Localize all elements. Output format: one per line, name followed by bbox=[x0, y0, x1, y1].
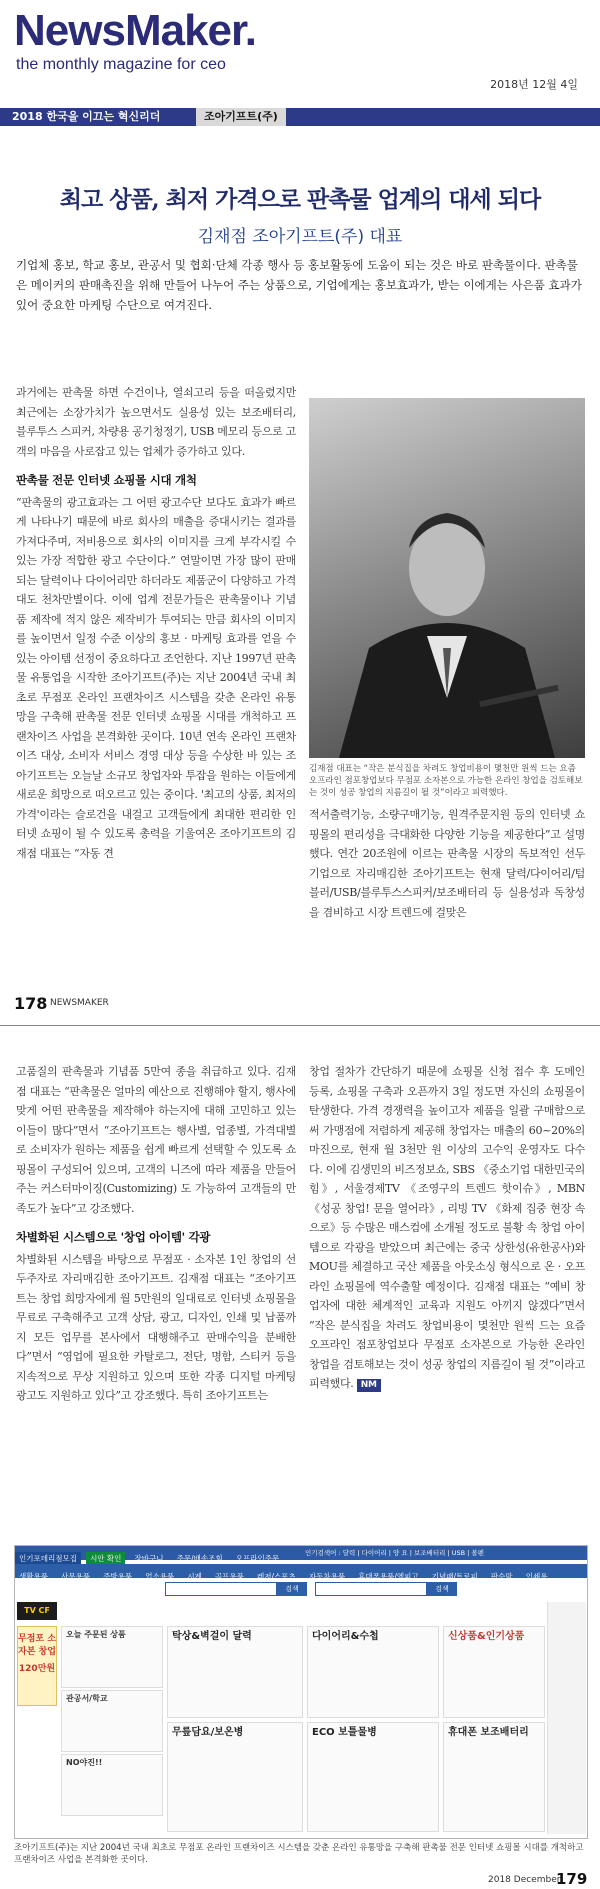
site-top-nav bbox=[15, 1546, 587, 1563]
section-label: 2018 한국을 이끄는 혁신리더 bbox=[12, 110, 161, 123]
issue-date: 2018년 12월 4일 bbox=[490, 78, 578, 91]
search-keywords: 인기검색어 : 달력 | 다이어리 | 양 요 | 보조배터리 | USB | 볼펜 bbox=[305, 1549, 484, 1557]
category-item[interactable]: 사무용품 bbox=[61, 1572, 91, 1581]
category-bar bbox=[15, 1564, 587, 1581]
article-lead: 기업체 홍보, 학교 홍보, 관공서 및 협회·단체 각종 행사 등 홍보활동에 도움이 되는 것은 바로 판촉물이다. 판촉물은 메이커의 판매촉진을 위해 만들어 나누어 주는 상품으로, 기업에게는 홍보효과가, 받는 이에게는 사은품 효과가 있어 중요한 마케팅 수단으로 여겨진다. bbox=[16, 258, 582, 312]
product-tile[interactable] bbox=[167, 1722, 303, 1832]
tile-title: 관공서/학교 bbox=[66, 1694, 108, 1703]
paragraph: 과거에는 판촉물 하면 수건이나, 열쇠고리 등을 떠올렸지만 최근에는 소장가치가 높으면서도 실용성 있는 보조배터리, 블루투스 스피커, 차량용 공기청정기, USB 메모리 등으로 고객의 마음을 사로잡고 있는 업체가 증가하고 있다. bbox=[16, 386, 296, 458]
category-item[interactable]: 인쇄용 bbox=[525, 1572, 548, 1581]
category-item[interactable]: 시계 bbox=[187, 1572, 202, 1581]
paragraph: 적서출력기능, 소량구매기능, 원격주문지원 등의 인터넷 쇼핑몰의 편리성을 극대화한 다양한 기능을 제공한다”고 설명했다. 연간 20조원에 이르는 판촉물 시장의 독보적인 선두기업으로 자리매김한 조아기프트는 현재 달력/다이어리/텀블러/USB/블루투스스피커/보조배터리 등 실용성과 독창성을 겸비하고 시장 트렌드에 걸맞은 bbox=[309, 808, 585, 919]
search-button[interactable]: 검색 bbox=[277, 1582, 307, 1596]
search-input[interactable] bbox=[165, 1582, 277, 1596]
tile-title: 오늘 주문된 상품 bbox=[66, 1630, 126, 1639]
top-tab[interactable]: 오프라인주문 bbox=[235, 1554, 280, 1563]
tile-title: NO야진!! bbox=[66, 1758, 103, 1767]
product-tile[interactable] bbox=[61, 1626, 163, 1688]
code-search-input[interactable] bbox=[315, 1582, 427, 1596]
page1-right-column bbox=[309, 805, 585, 922]
page-number-right: 179 bbox=[556, 1870, 588, 1888]
product-tile[interactable] bbox=[61, 1754, 163, 1816]
subheading: 판촉물 전문 인터넷 쇼핑몰 시대 개척 bbox=[16, 473, 197, 487]
magazine-logo: NewsMaker. bbox=[14, 6, 256, 55]
top-tab[interactable]: 주문/배송조회 bbox=[176, 1554, 223, 1563]
top-tab[interactable]: 인기포데리점모집 bbox=[15, 1552, 81, 1566]
paragraph: 차별화된 시스템을 바탕으로 무점포 · 소자본 1인 창업의 선두주자로 자리매김한 조아기프트. 김재점 대표는 “조아기프트는 창업 희망자에게 월 5만원의 일대료로 인터넷 쇼핑몰을 무료로 구축해주고 고객 상담, 광고, 디자인, 인쇄 및 납품까지 모든 업무를 본사에서 대행해주고 판매수익을 분배한다”면서 “영업에 필요한 카탈로그, 전단, 명함, 스티커 등을 지속적으로 무상 지원하고 있으며 또한 각종 디지털 마케팅 광고도 지원하고 있다”고 강조했다. 특히 조아기프트는 bbox=[16, 1252, 296, 1402]
category-item[interactable]: 업소용품 bbox=[145, 1572, 175, 1581]
category-item[interactable]: 판수막 bbox=[490, 1572, 513, 1581]
tile-title: 신상품&인기상품 bbox=[448, 1631, 525, 1642]
product-tile[interactable] bbox=[443, 1722, 545, 1832]
photo-caption: 김재점 대표는 “작은 분식집을 차려도 창업비용이 몇천만 원씩 드는 요즘 오프라인 점포창업보다 무점포 소자본으로 가능한 온라인 창업을 검토해보는 것이 성공 창업의 지름길이 될 것”이라고 피력했다. bbox=[309, 764, 583, 798]
tile-title: 휴대폰 보조배터리 bbox=[448, 1727, 529, 1738]
startup-label: 무점포 소자본 창업 bbox=[18, 1634, 56, 1657]
page-divider bbox=[0, 1025, 600, 1026]
tvcf-badge[interactable]: TV CF bbox=[17, 1602, 57, 1620]
category-item[interactable]: 주방용품 bbox=[103, 1572, 133, 1581]
page2-right-column bbox=[309, 1062, 585, 1394]
product-tile[interactable] bbox=[307, 1722, 439, 1832]
startup-price: 120만원 bbox=[18, 1664, 56, 1674]
banner-caption: 조아기프트(주)는 지난 2004년 국내 최초로 무점포 온라인 프랜차이즈 시스템을 갖춘 온라인 유통망을 구축해 판촉물 전문 인터넷 쇼핑몰 시대를 개척하고 프랜차이즈 사업을 본격화한 곳이다. bbox=[14, 1843, 584, 1865]
product-tile[interactable] bbox=[307, 1626, 439, 1718]
article-title: 최고 상품, 최저 가격으로 판촉물 업계의 대세 되다 bbox=[59, 186, 541, 213]
right-rail bbox=[547, 1602, 586, 1834]
page-right-label: 2018 December bbox=[488, 1875, 561, 1885]
tile-title: 탁상&벽걸이 달력 bbox=[172, 1631, 252, 1642]
category-item[interactable]: 골프용품 bbox=[214, 1572, 244, 1581]
product-tile[interactable] bbox=[443, 1626, 545, 1718]
website-screenshot bbox=[14, 1545, 588, 1839]
category-item[interactable]: 생활용품 bbox=[19, 1572, 48, 1581]
page-brand: NEWSMAKER bbox=[50, 998, 109, 1008]
page2-left-column bbox=[16, 1062, 296, 1406]
page1-left-column bbox=[16, 383, 296, 863]
product-tile[interactable] bbox=[167, 1626, 303, 1718]
tile-title: ECO 보틀물병 bbox=[312, 1727, 377, 1738]
nm-badge: NM bbox=[357, 1379, 381, 1392]
top-tab[interactable]: 시안 확인 bbox=[86, 1552, 125, 1566]
category-item[interactable]: 자동차용품 bbox=[308, 1572, 346, 1581]
page-number-left: 178 bbox=[14, 994, 48, 1013]
category-item[interactable]: 기념패/트로피 bbox=[431, 1572, 478, 1581]
paragraph: 고품질의 판촉물과 기념품 5만여 종을 취급하고 있다. 김재점 대표는 “판촉물은 얼마의 예산으로 진행해야 할지, 행사에 맞게 어떤 판촉물을 제작해야 하는지에 대해 고민하고 있는 이들이 많다”면서 “조아기프트는 행사별, 업종별, 가격대별로 소비자가 원하는 제품을 쉽게 빠르게 선택할 수 있도록 쇼핑몰이 구성되어 있으며, 고객의 니즈에 따라 제품을 만들어주는 커스터마이징(Customizing) 도 가능하여 고객들의 만족도가 높다”고 강조했다. bbox=[16, 1065, 296, 1215]
top-tab[interactable]: 장바구니 bbox=[134, 1554, 164, 1563]
magazine-tagline: the monthly magazine for ceo bbox=[16, 56, 226, 73]
article-subtitle: 김재점 조아기프트(주) 대표 bbox=[197, 227, 403, 247]
code-search-button[interactable]: 검색 bbox=[427, 1582, 457, 1596]
portrait-illustration bbox=[309, 398, 585, 758]
paragraph-text: 창업 절차가 간단하기 때문에 쇼핑몰 신청 접수 후 도메인 등록, 쇼핑몰 구축과 오픈까지 3일 정도면 자신의 쇼핑몰이 탄생한다. 가격 경쟁력을 높이고자 제품을 일괄 구매함으로써 가맹점에 저렴하게 제공해 창업자는 매출의 60~20%의 마진으로, 현재 월 3천만 원 이상의 고수익 운영자도 다수다. 이에 김생민의 비즈정보쇼, SBS 《중소기업 대한민국의 힘》, 서울경제TV 《조영구의 트렌드 핫이슈》, MBN 《성공 창업! 문을 열어라》, 리빙 TV 《화제 집중 현장 속으로》등 수많은 매스컴에 소개될 정도로 불황 속 창업 아이템으로 각광을 받았으며 최근에는 중국 상한성(유한공사)와 MOU를 체결하고 국산 제품을 아웃소싱 형식으로 온 · 오프라인 쇼핑몰에 역수출할 예정이다. 김재점 대표는 “예비 창업자에 대한 체계적인 교육과 지원도 아끼지 않겠다”면서 “작은 분식집을 차려도 창업비용이 몇천만 원씩 드는 요즘 오프라인 점포창업보다 무점포 소자본으로 가능한 온라인 창업을 검토해보는 것이 성공 창업의 지름길이 될 것”이라고 피력했다. bbox=[309, 1065, 585, 1390]
subheading: 차별화된 시스템으로 '창업 아이템' 각광 bbox=[16, 1230, 211, 1244]
ceo-photo bbox=[309, 398, 585, 758]
category-item[interactable]: 휴대폰용품/엠피고 bbox=[358, 1572, 419, 1581]
tile-title: 다이어리&수첩 bbox=[312, 1631, 379, 1642]
tile-title: 무릎담요/보온병 bbox=[172, 1727, 244, 1738]
product-tile[interactable] bbox=[61, 1690, 163, 1752]
startup-ad[interactable] bbox=[17, 1626, 57, 1706]
paragraph: “판촉물의 광고효과는 그 어떤 광고수단 보다도 효과가 빠르게 나타나기 때문에 바로 회사의 매출을 증대시키는 결과를 가져다주며, 저비용으로 회사의 이미지를 크게 부각시킬 수 있는 가장 적합한 광고 수단이다.” 연말이면 가장 많이 판매되는 달력이나 다이어리만 하더라도 제품군이 다양하고 가격대도 천차만별이다. 이에 업계 전문가들은 판촉물이나 기념품 제작에 적지 않은 제작비가 투여되는 만큼 회사의 이미지를 높이면서 일정 수준 이상의 홍보 · 마케팅 효과를 얻을 수 있는 아이템 선정이 중요하다고 조언한다. 지난 1997년 판촉물 유통업을 시작한 조아기프트(주)는 지난 2004년 국내 최초로 무점포 온라인 프랜차이즈 시스템을 갖춘 온라인 유통망을 구축해 판촉물 전문 인터넷 쇼핑몰 시대를 개척하고 프랜차이즈 사업을 본격화한 곳이다. 10년 연속 온라인 프랜차이즈 대상, 소비자 서비스 경영 대상 등을 수상한 바 있는 조아기프트는 오늘날 소규모 창업자와 투잡을 원하는 이들에게 새로운 희망으로 떠오르고 있는 중이다. '최고의 상품, 최저의 가격'이라는 슬로건을 내걸고 고객들에게 최대한 편리한 인터넷 쇼핑이 될 수 있도록 총력을 기울여온 조아기프트의 김재점 대표는 “자동 견 bbox=[16, 495, 296, 860]
company-tab: 조아기프트(주) bbox=[196, 108, 286, 126]
paragraph bbox=[309, 1062, 585, 1394]
category-item[interactable]: 레저/스포츠 bbox=[256, 1572, 296, 1581]
